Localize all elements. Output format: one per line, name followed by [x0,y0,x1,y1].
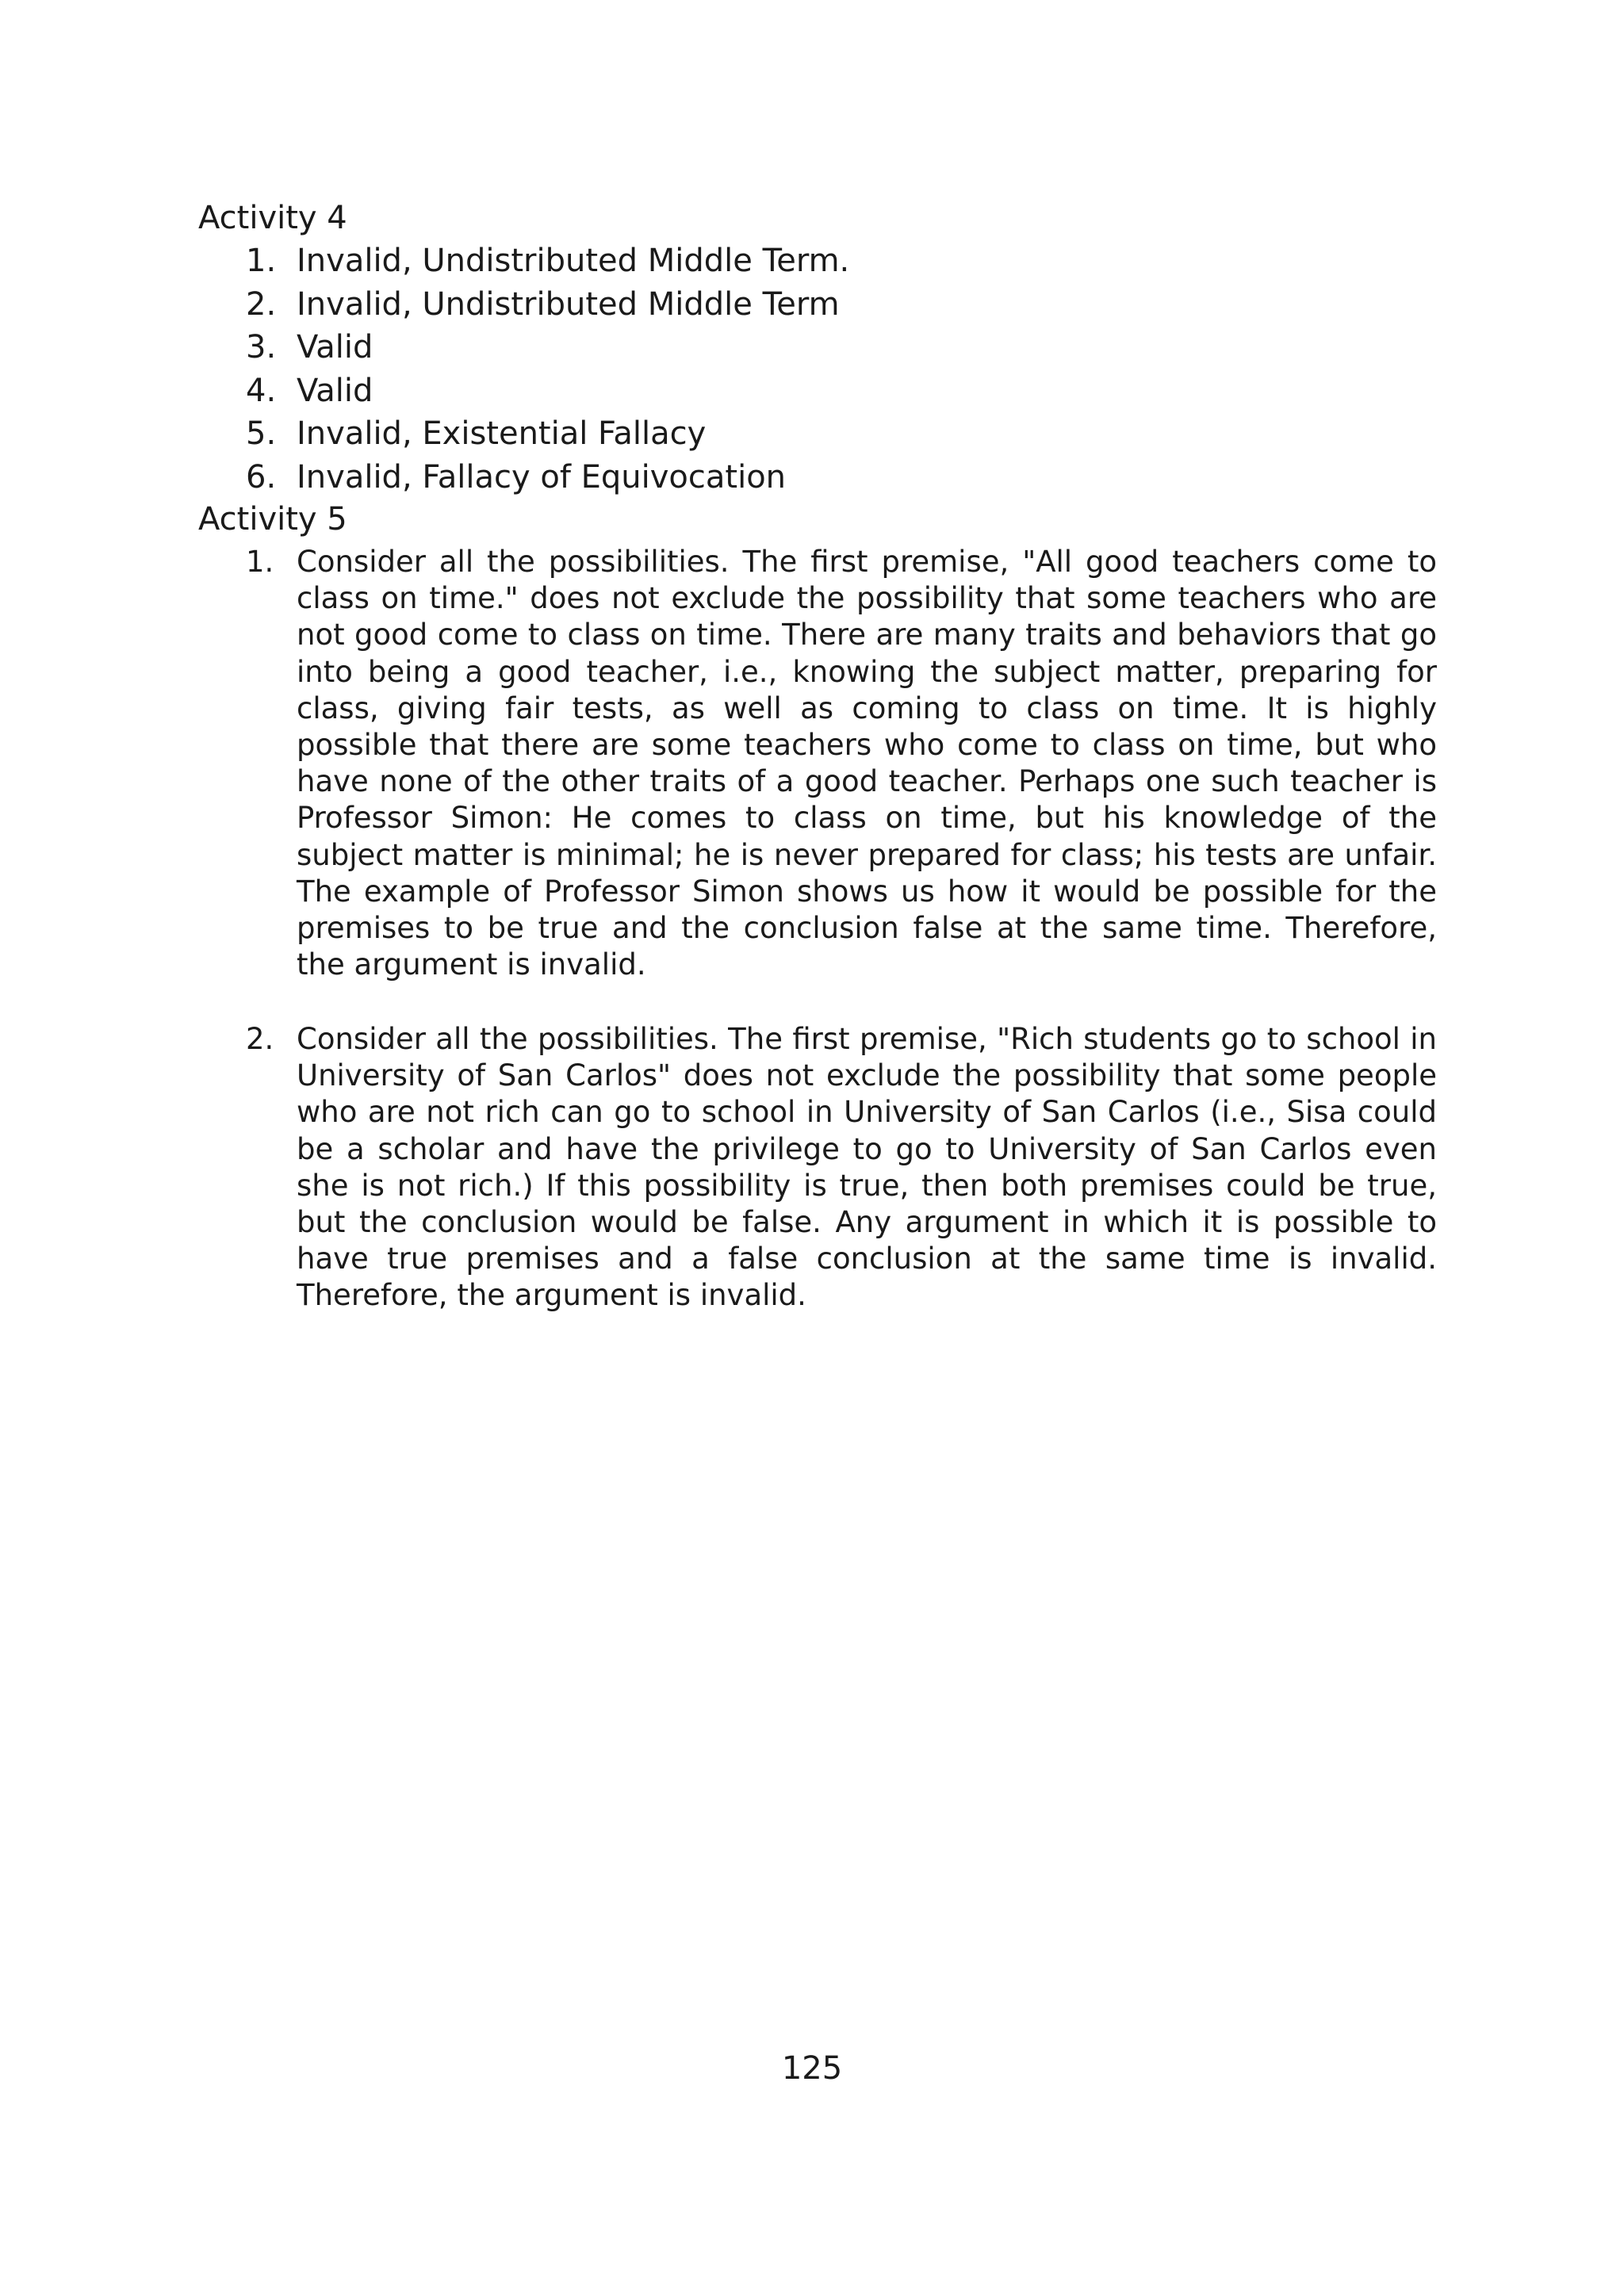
list-item-text: Invalid, Existential Fallacy [297,415,707,452]
list-item-number: 4. [246,372,277,409]
activity-5-answer-1 [198,544,1437,983]
activity-5-answer-2 [198,1021,1437,1314]
list-item [198,283,849,327]
list-item-number: 5. [246,415,277,452]
activity-4-heading: Activity 4 [198,200,347,236]
list-item [198,544,1437,983]
list-item [198,239,849,283]
list-item-text: Valid [297,372,373,409]
list-item [198,1021,1437,1314]
list-item [198,456,849,499]
list-item-text: Invalid, Undistributed Middle Term [297,285,840,323]
list-item-text: Invalid, Undistributed Middle Term. [297,243,850,279]
list-item-text: Valid [297,329,373,365]
answer-paragraph: Consider all the possibilities. The first premise, "Rich students go to school in University of San Carlos" does not exclude the possibility that some people who are not rich can go to school in University of San Carlos (i.e., Sisa could be a scholar and have the privilege to go to University of San Carlos even she is not rich.) If this possibility is true, then both premises could be true, but the conclusion would be false. Any argument in which it is possible to have true premises and a false conclusion at the same time is invalid. Therefore, the argument is invalid. [297,1022,1437,1313]
activity-4-answer-list [198,239,849,499]
list-item-number: 2. [246,1022,274,1056]
page-number: 125 [781,2050,843,2087]
list-item-number: 2. [246,285,277,323]
list-item [198,412,849,456]
list-item-number: 1. [246,243,277,279]
list-item-number: 3. [246,329,277,365]
list-item [198,369,849,413]
activity-5-heading: Activity 5 [198,501,347,538]
answer-paragraph: Consider all the possibilities. The first premise, "All good teachers come to class on time." does not exclude the possibility that some teachers who are not good come to class on time. There are many traits and behaviors that go into being a good teacher, i.e., knowing the subject matter, preparing for class, giving fair tests, as well as coming to class on time. It is highly possible that there are some teachers who come to class on time, but who have none of the other traits of a good teacher. Perhaps one such teacher is Professor Simon: He comes to class on time, but his knowledge of the subject matter is minimal; he is never prepared for class; his tests are unfair. The example of Professor Simon shows us how it would be possible for the premises to be true and the conclusion false at the same time. Therefore, the argument is invalid. [297,545,1437,982]
list-item-text: Invalid, Fallacy of Equivocation [297,458,787,496]
list-item-number: 6. [246,458,277,496]
list-item-number: 1. [246,545,274,579]
list-item [198,326,849,369]
